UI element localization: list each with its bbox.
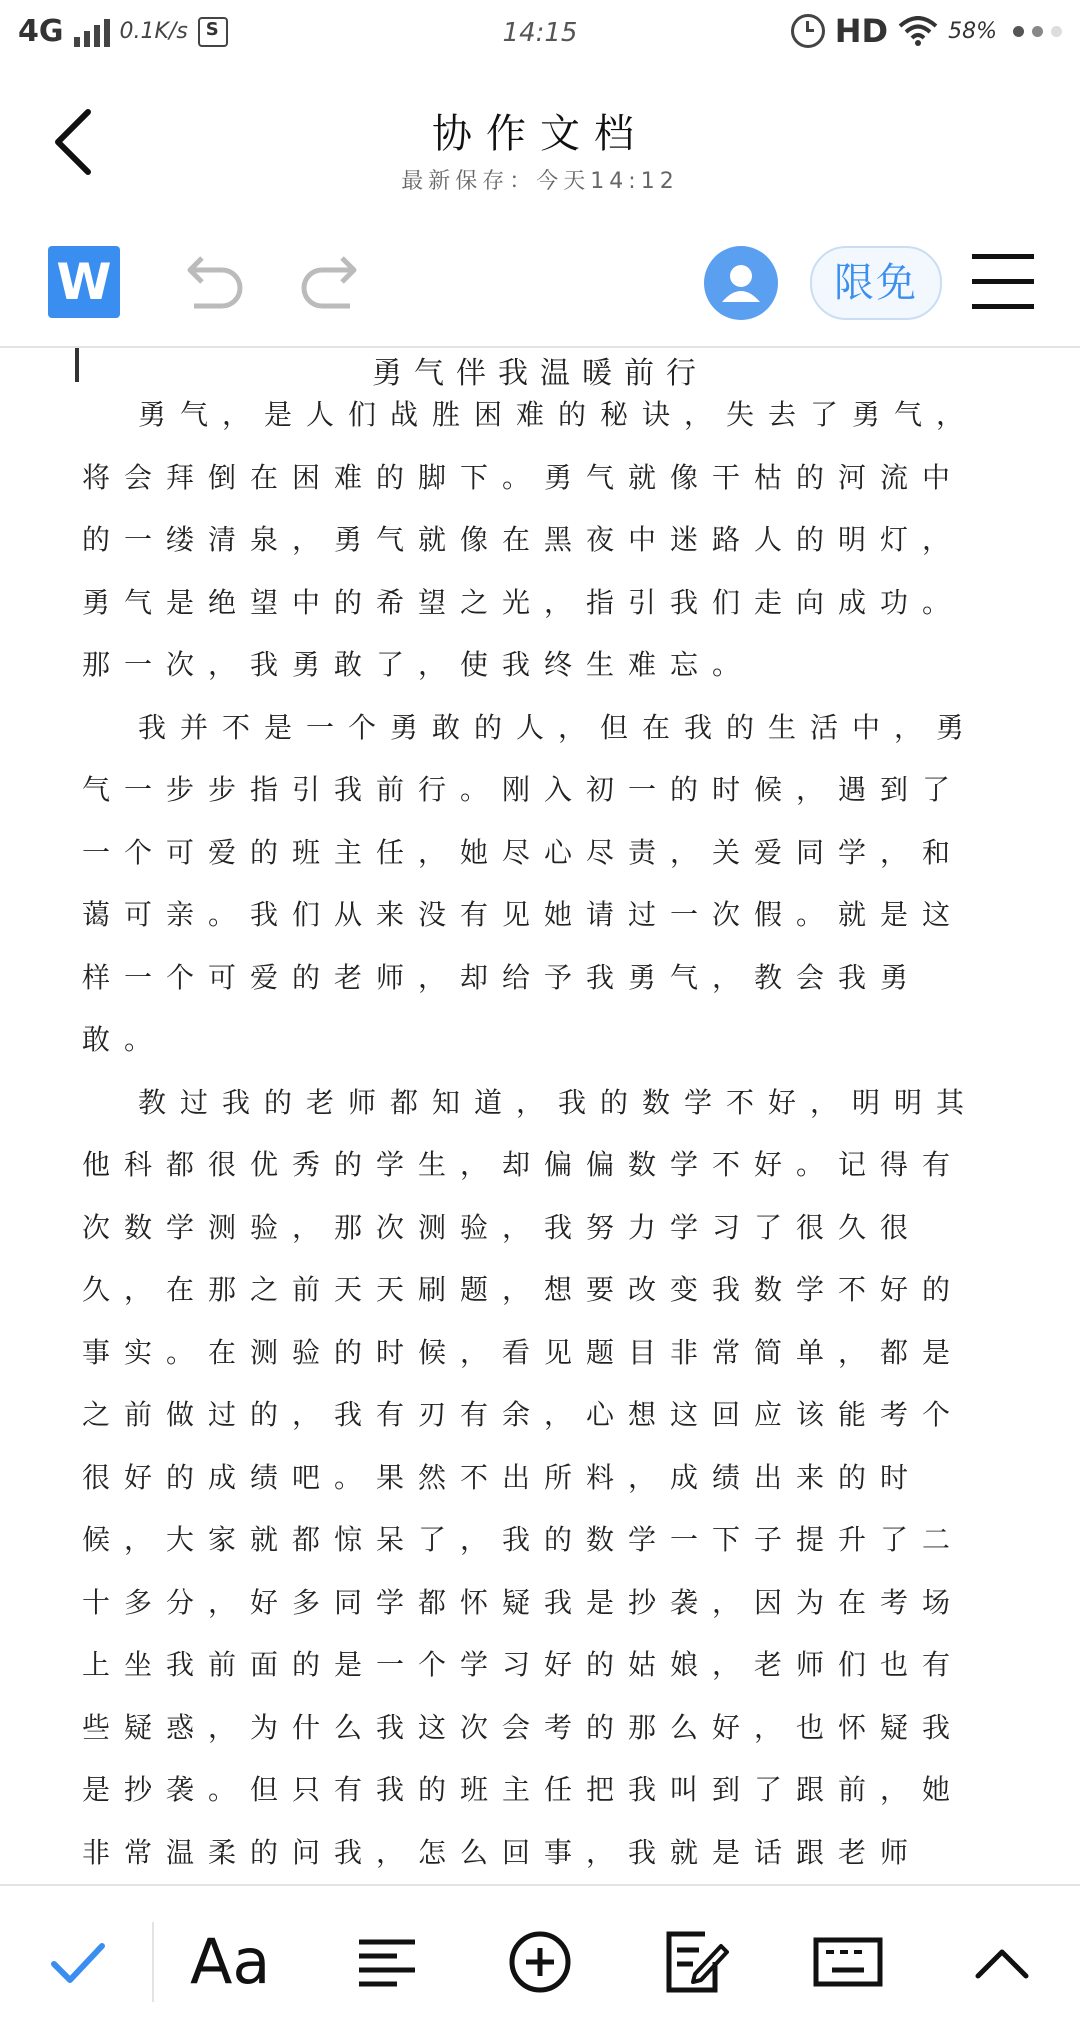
plus-circle-icon (500, 1922, 580, 2002)
check-icon (38, 1922, 118, 2002)
paragraph: 勇气，是人们战胜困难的秘诀，失去了勇气，将会拜倒在困难的脚下。勇气就像干枯的河流中的一缕清泉，勇气就像在黑夜中迷路人的明灯，勇气是绝望中的希望之光，指引我们走向成功。那一次，我勇敢了，使我终生难忘。 (82, 398, 979, 681)
insert-button[interactable] (500, 1922, 580, 2002)
status-right (791, 12, 1062, 50)
review-button[interactable] (655, 1922, 735, 2002)
align-left-icon (347, 1922, 427, 2002)
paragraph-align-button[interactable] (347, 1922, 427, 2002)
bottom-toolbar (0, 1884, 1080, 2036)
keyboard-icon (808, 1922, 888, 2002)
toolbar-divider (152, 1922, 154, 2002)
editor-toolbar (0, 232, 1080, 348)
menu-button[interactable] (972, 254, 1034, 310)
title-bar (0, 72, 1080, 232)
save-status: 最新保存：今天14:12 (401, 169, 679, 194)
redo-icon (292, 248, 372, 318)
paragraph: 我并不是一个勇敢的人，但在我的生活中，勇气一步步指引我前行。刚入初一的时候，遇到了一个可爱的班主任，她尽心尽责，关爱同学，和蔼可亲。我们从来没有见她请过一次假。就是这样一个可爱的老师，却给予我勇气，教会我勇敢。 (82, 710, 979, 1056)
font-format-button[interactable]: Aa (190, 1925, 271, 1998)
app-logo[interactable]: W (48, 246, 120, 318)
status-time: 14:15 (502, 18, 578, 48)
network-type: 4G (18, 14, 64, 49)
user-avatar[interactable] (704, 246, 778, 320)
wifi-icon (898, 16, 938, 46)
menu-line (972, 279, 1034, 284)
menu-line (972, 254, 1034, 259)
battery-level: 58% (948, 18, 997, 44)
paragraph: 教过我的老师都知道，我的数学不好，明明其他科都很优秀的学生，却偏偏数学不好。记得有次数学测验，那次测验，我努力学习了很久很久，在那之前天天刷题，想要改变我数学不好的事实。在测验的时候，看见题目非常简单，都是之前做过的，我有刃有余，心想这回应该能考个很好的成绩吧。果然不出所料，成绩出来的时候，大家就都惊呆了，我的数学一下子提升了二十多分，好多同学都怀疑我是抄袭，因为在考场上坐我前面的是一个学习好的姑娘，老师们也有些疑惑，为什么我这次会考的那么好，也怀疑我是抄袭。但只有我的班主任把我叫到了跟前，她非常温柔的问我，怎么回事，我就是话跟老师 (82, 1085, 979, 1869)
hd-indicator: HD (834, 12, 889, 50)
page-title: 协作文档 (432, 111, 648, 157)
edit-note-icon (655, 1922, 735, 2002)
status-bar (0, 0, 1080, 72)
more-status-dots-icon (1013, 26, 1062, 37)
collapse-button[interactable] (962, 1922, 1042, 2002)
document-title: 勇气伴我温暖前行 (372, 356, 708, 391)
free-trial-button[interactable]: 限免 (810, 246, 942, 320)
done-button[interactable] (38, 1922, 118, 2002)
alarm-icon (791, 14, 825, 48)
document-area[interactable] (0, 348, 1080, 1884)
user-icon (704, 246, 778, 320)
keyboard-button[interactable] (808, 1922, 888, 2002)
document-body[interactable] (82, 384, 1002, 1884)
network-speed: 0.1K/s (119, 19, 188, 44)
chevron-up-icon (962, 1922, 1042, 2002)
undo-icon (172, 248, 252, 318)
menu-line (972, 304, 1034, 309)
undo-button[interactable] (172, 248, 252, 318)
redo-button[interactable] (292, 248, 372, 318)
